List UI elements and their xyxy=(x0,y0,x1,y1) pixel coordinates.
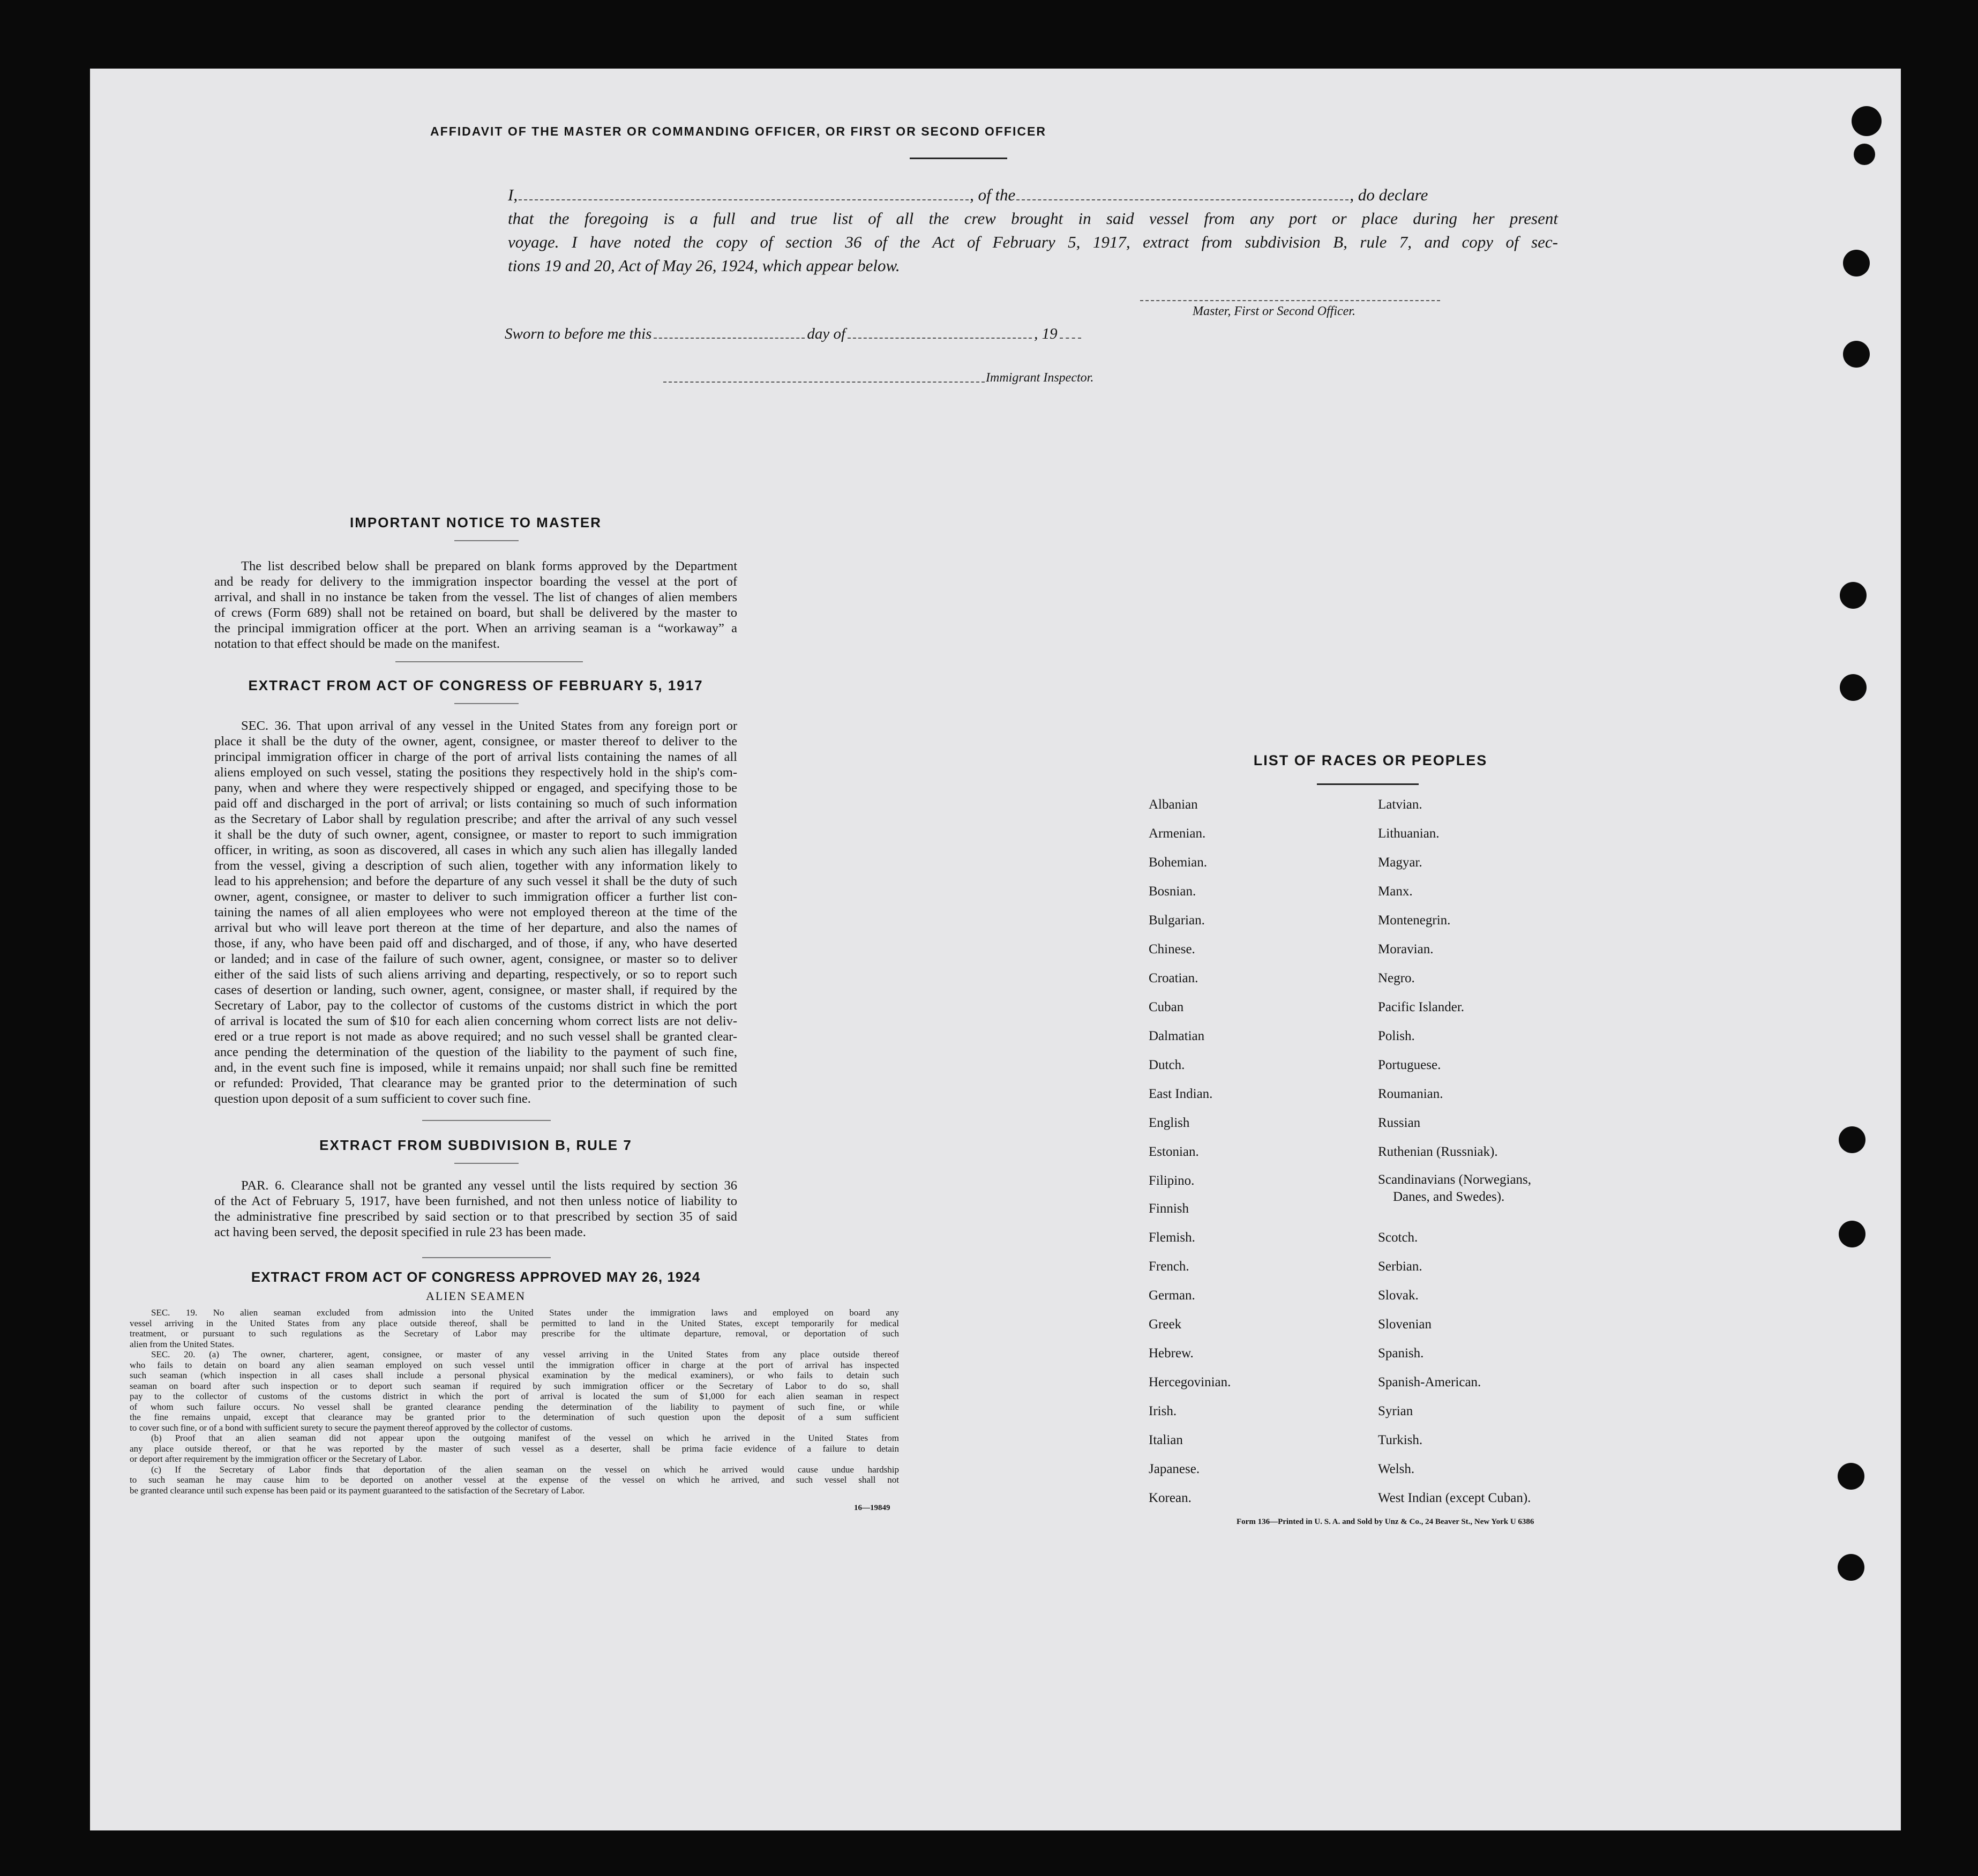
punch-hole xyxy=(1852,106,1882,136)
race-left-19: Greek xyxy=(1149,1317,1182,1332)
affidavit-title-rule xyxy=(910,158,1007,159)
punch-hole xyxy=(1839,1221,1865,1247)
race-left-25: Korean. xyxy=(1149,1491,1192,1505)
extract-1924-subtitle: ALIEN SEAMEN xyxy=(426,1289,526,1303)
sworn-line: Sworn to before me this day of , 19 xyxy=(505,325,1081,343)
section-divider xyxy=(422,1257,551,1258)
race-right-9: Polish. xyxy=(1378,1029,1415,1043)
race-right-23: Welsh. xyxy=(1378,1462,1415,1476)
race-right-7: Negro. xyxy=(1378,971,1415,985)
race-left-14: Filipino. xyxy=(1149,1174,1195,1188)
master-signature-label: Master, First or Second Officer. xyxy=(1193,304,1355,318)
race-left-22: Irish. xyxy=(1149,1404,1177,1418)
race-left-10: Dutch. xyxy=(1149,1058,1185,1072)
race-right-1: Latvian. xyxy=(1378,797,1422,812)
declaration-line-4: tions 19 and 20, Act of May 26, 1924, which appear below. xyxy=(508,256,900,275)
notice-title: IMPORTANT NOTICE TO MASTER xyxy=(350,514,602,530)
race-right-12: Russian xyxy=(1378,1116,1421,1130)
race-left-1: Albanian xyxy=(1149,797,1198,812)
race-left-8: Cuban xyxy=(1149,1000,1184,1014)
race-left-23: Italian xyxy=(1149,1433,1183,1447)
race-right-20: Spanish-American. xyxy=(1378,1375,1481,1389)
race-right-16: Serbian. xyxy=(1378,1259,1422,1274)
race-right-11: Roumanian. xyxy=(1378,1087,1443,1101)
race-right-22: Turkish. xyxy=(1378,1433,1423,1447)
punch-hole xyxy=(1838,1463,1864,1490)
master-signature-line xyxy=(1140,300,1440,301)
race-left-18: German. xyxy=(1149,1288,1195,1303)
race-left-17: French. xyxy=(1149,1259,1189,1274)
inspector-signature-line xyxy=(663,382,985,383)
race-left-7: Croatian. xyxy=(1149,971,1198,985)
race-left-21: Hercegovinian. xyxy=(1149,1375,1231,1389)
punch-hole xyxy=(1843,341,1870,368)
race-right-6: Moravian. xyxy=(1378,942,1434,956)
extract-1917-text: SEC. 36. That upon arrival of any vessel in the United States from any foreign port or place it shall be the duty of the owner, agent, consignee, or master thereof to deliver to the principal immigration officer in charge of the port of arrival lists containing the names of all aliens employed on such vessel, stating the positions they respectively hold in the ship's com- pany, when and where they were respectively shipped or engaged, and specifying those to be paid off and discharged in the port of arrival; or lists containing so much of such information as the Secretary of Labor shall by regulation prescribe; and after the arrival of any such vessel it shall be the duty of such owner, agent, consignee, or master to report to such immigration officer, in writing, as soon as discovered, all cases in which any such alien has illegally landed from the vessel, giving a description of such alien, together with any information likely to lead to his apprehension; and before the departure of any such vessel it shall be the duty of such owner, agent, consignee, or master to deliver to such immigration officer a further list con- taining the names of all alien employees who were not employed thereon at the time of the arrival but who will leave port thereon at the time of her departure, and also the names of those, if any, who have been paid off and discharged, and of those, if any, who have deserted or landed; and in case of the failure of such owner, agent, consignee, or master so to deliver either of the said lists of such aliens arriving and departing, respectively, or so to report such cases of desertion or landing, such owner, agent, consignee, or master shall, if required by the Secretary of Labor, pay to the collector of customs of the customs district in which the port of arrival is located the sum of $10 for each alien concerning whom correct lists are not deliv- ered or a true report is not made as above required; and no such vessel shall be granted clear- ance pending the determination of the question of the liability to the payment of such fine, and, in the event such fine is imposed, while it remains unpaid; nor shall such fine be remitted or refunded: Provided, That clearance may be granted prior to the determination of such question upon deposit of a sum sufficient to cover such fine. xyxy=(214,719,737,1106)
punch-hole xyxy=(1854,144,1875,165)
race-right-10: Portuguese. xyxy=(1378,1058,1441,1072)
form-code: 16—19849 xyxy=(854,1504,890,1512)
race-left-13: Estonian. xyxy=(1149,1145,1199,1159)
race-right-8: Pacific Islander. xyxy=(1378,1000,1465,1014)
race-right-2: Lithuanian. xyxy=(1378,826,1440,841)
punch-hole xyxy=(1840,674,1867,701)
race-left-20: Hebrew. xyxy=(1149,1346,1194,1361)
race-right-15: Scotch. xyxy=(1378,1230,1418,1245)
race-left-3: Bohemian. xyxy=(1149,855,1208,870)
race-left-9: Dalmatian xyxy=(1149,1029,1205,1043)
race-left-6: Chinese. xyxy=(1149,942,1195,956)
punch-hole xyxy=(1839,1126,1865,1153)
form-sheet xyxy=(90,69,1901,1830)
race-right-3: Magyar. xyxy=(1378,855,1422,870)
printer-footer: Form 136—Printed in U. S. A. and Sold by Unz & Co., 24 Beaver St., New York U 6386 xyxy=(1237,1518,1534,1526)
extract-rule7-title: EXTRACT FROM SUBDIVISION B, RULE 7 xyxy=(319,1137,632,1153)
race-left-4: Bosnian. xyxy=(1149,884,1196,899)
declaration-line-2: that the foregoing is a full and true list of all the crew brought in said vessel from any port or place during her present xyxy=(508,209,1558,228)
race-right-14-cont: Danes, and Swedes). xyxy=(1393,1190,1505,1204)
race-right-13: Ruthenian (Russniak). xyxy=(1378,1145,1498,1159)
notice-title-rule xyxy=(454,540,519,541)
extract-1924-title: EXTRACT FROM ACT OF CONGRESS APPROVED MAY 26, 1924 xyxy=(251,1269,701,1285)
inspector-signature-label: Immigrant Inspector. xyxy=(986,371,1094,385)
section-divider xyxy=(395,661,583,662)
race-left-15: Finnish xyxy=(1149,1201,1189,1216)
races-title-rule xyxy=(1317,783,1419,785)
race-right-19: Spanish. xyxy=(1378,1346,1424,1361)
race-right-14: Scandinavians (Norwegians, xyxy=(1378,1172,1532,1187)
extract-rule7-title-rule xyxy=(454,1163,519,1164)
punch-hole xyxy=(1838,1554,1864,1581)
race-right-5: Montenegrin. xyxy=(1378,913,1451,928)
race-right-4: Manx. xyxy=(1378,884,1413,899)
race-right-21: Syrian xyxy=(1378,1404,1413,1418)
race-right-17: Slovak. xyxy=(1378,1288,1419,1303)
extract-1917-title-rule xyxy=(454,703,519,704)
declaration-line-1: I, , of the , do declare xyxy=(508,185,1428,204)
race-left-16: Flemish. xyxy=(1149,1230,1195,1245)
race-left-24: Japanese. xyxy=(1149,1462,1200,1476)
declaration-line-3: voyage. I have noted the copy of section 36 of the Act of February 5, 1917, extract from subdivision B, rule 7, and copy of sec- xyxy=(508,233,1558,251)
notice-text: The list described below shall be prepared on blank forms approved by the Department and be ready for delivery to the immigration inspector boarding the vessel at the port of arrival, and shall in no instance be taken from the vessel. The list of changes of alien members of crews (Form 689) shall not be retained on board, but shall be delivered by the master to the principal immigration officer at the port. When an arriving seaman is a “workaway” a notation to that effect should be made on the manifest. xyxy=(214,559,737,651)
race-left-11: East Indian. xyxy=(1149,1087,1213,1101)
race-right-18: Slovenian xyxy=(1378,1317,1432,1332)
race-left-5: Bulgarian. xyxy=(1149,913,1205,928)
affidavit-title: AFFIDAVIT OF THE MASTER OR COMMANDING OFFICER, OR FIRST OR SECOND OFFICER xyxy=(430,124,1046,138)
races-title: LIST OF RACES OR PEOPLES xyxy=(1253,752,1488,768)
extract-1924-text: SEC. 19. No alien seaman excluded from admission into the United States under the immigration laws and employed on board any vessel arriving in the United States from any place outside thereof, shall be permitted to land in the United States, except temporarily for medical treatment, or pursuant to such regulations as the Secretary of Labor may prescribe for the ultimate departure, removal, or deportation of such alien from the United States. SEC. 20. (a) The owner, charterer, agent, consignee, or master of any vessel arriving in the United States from any place outside thereof who fails to detain on board any alien seaman employed on such vessel until the immigration officer in charge at the port of arrival has inspected such seaman (which inspection in all cases shall include a personal physical examination by the medical examiners), or who fails to detain such seaman on board after such inspection or to deport such seaman if required by such immigration officer or the Secretary of Labor to do so, shall pay to the collector of customs of the customs district in which the port of arrival is located the sum of $1,000 for each alien seaman in respect of whom such failure occurs. No vessel shall be granted clearance pending the determination of the liability to payment of such fine, or while the fine remains unpaid, except that clearance may be granted prior to the determination of such question upon the deposit of a sum sufficient to cover such fine, or of a bond with sufficient surety to secure the payment thereof approved by the collector of customs. (b) Proof that an alien seaman did not appear upon the outgoing manifest of the vessel on which he arrived in the United States from any place outside thereof, or that he was reported by the master of such vessel as a deserter, shall be prima facie evidence of a failure to detain or deport after requirement by the immigration officer or the Secretary of Labor. (c) If the Secretary of Labor finds that deportation of the alien seaman on the vessel on which he arrived would cause undue hardship to such seaman he may cause him to be deported on another vessel at the expense of the vessel on which he arrived, and such vessel shall not be granted clearance until such expense has been paid or its payment guaranteed to the satisfaction of the Secretary of Labor. xyxy=(130,1307,899,1496)
race-left-2: Armenian. xyxy=(1149,826,1206,841)
race-left-12: English xyxy=(1149,1116,1190,1130)
extract-1917-title: EXTRACT FROM ACT OF CONGRESS OF FEBRUARY 5, 1917 xyxy=(248,677,703,693)
extract-rule7-text: PAR. 6. Clearance shall not be granted any vessel until the lists required by section 36 of the Act of February 5, 1917, have been furnished, and not then unless notice of liability to the administrative fine prescribed by said section or to that prescribed by section 35 of said act having been served, the deposit specified in rule 23 has been made. xyxy=(214,1178,737,1239)
section-divider xyxy=(422,1120,551,1121)
race-right-24: West Indian (except Cuban). xyxy=(1378,1491,1531,1505)
punch-hole xyxy=(1840,582,1867,609)
punch-hole xyxy=(1843,250,1870,276)
